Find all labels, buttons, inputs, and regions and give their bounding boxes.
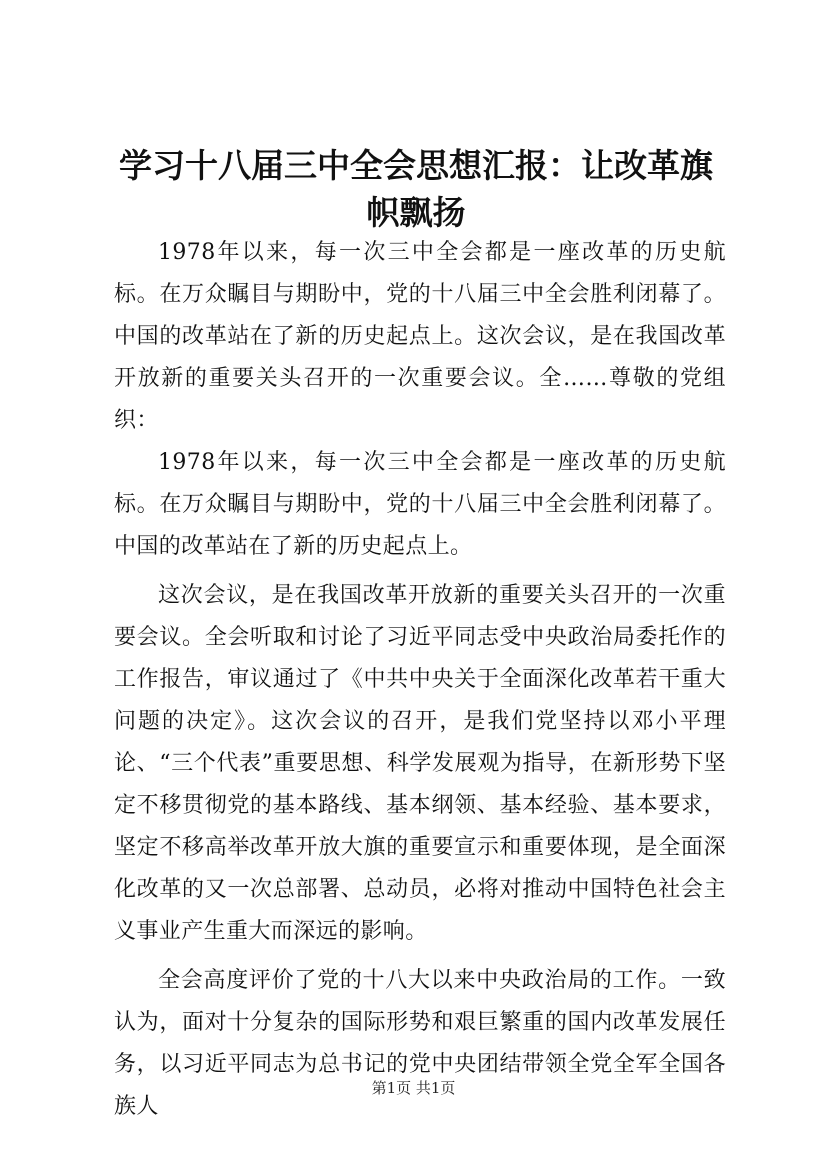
paragraph-1: 1978年以来，每一次三中全会都是一座改革的历史航标。在万众瞩目与期盼中，党的十八届三中全会胜利闭幕了。中国的改革站在了新的历史起点上。这次会议，是在我国改革开放新的重要关头召开的一次重要会议。全……尊敬的党组织： [114, 240, 726, 433]
paragraph-4: 全会高度评价了党的十八大以来中央政治局的工作。一致认为，面对十分复杂的国际形势和艰巨繁重的国内改革发展任务，以习近平同志为总书记的党中央团结带领全党全军全国各族人 [114, 968, 726, 1119]
paragraph-3: 这次会议，是在我国改革开放新的重要关头召开的一次重要会议。全会听取和讨论了习近平同志受中央政治局委托作的工作报告，审议通过了《中共中央关于全面深化改革若干重大问题的决定》。这次会议的召开，是我们党坚持以邓小平理论、“三个代表”重要思想、科学发展观为指导，在新形势下坚定不移贯彻党的基本路线、基本纲领、基本经验、基本要求，坚定不移高举改革开放大旗的重要宣示和重要体现，是全面深化改革的又一次总部署、总动员，必将对推动中国特色社会主义事业产生重大而深远的影响。 [114, 583, 726, 944]
document-title: 学习十八届三中全会思想汇报：让改革旗帜飘扬 [119, 146, 713, 232]
document-body [114, 232, 726, 1128]
page-footer: 第1页 共1页 [371, 1079, 456, 1097]
paragraph-2: 1978年以来，每一次三中全会都是一座改革的历史航标。在万众瞩目与期盼中，党的十八届三中全会胜利闭幕了。中国的改革站在了新的历史起点上。 [114, 450, 726, 559]
